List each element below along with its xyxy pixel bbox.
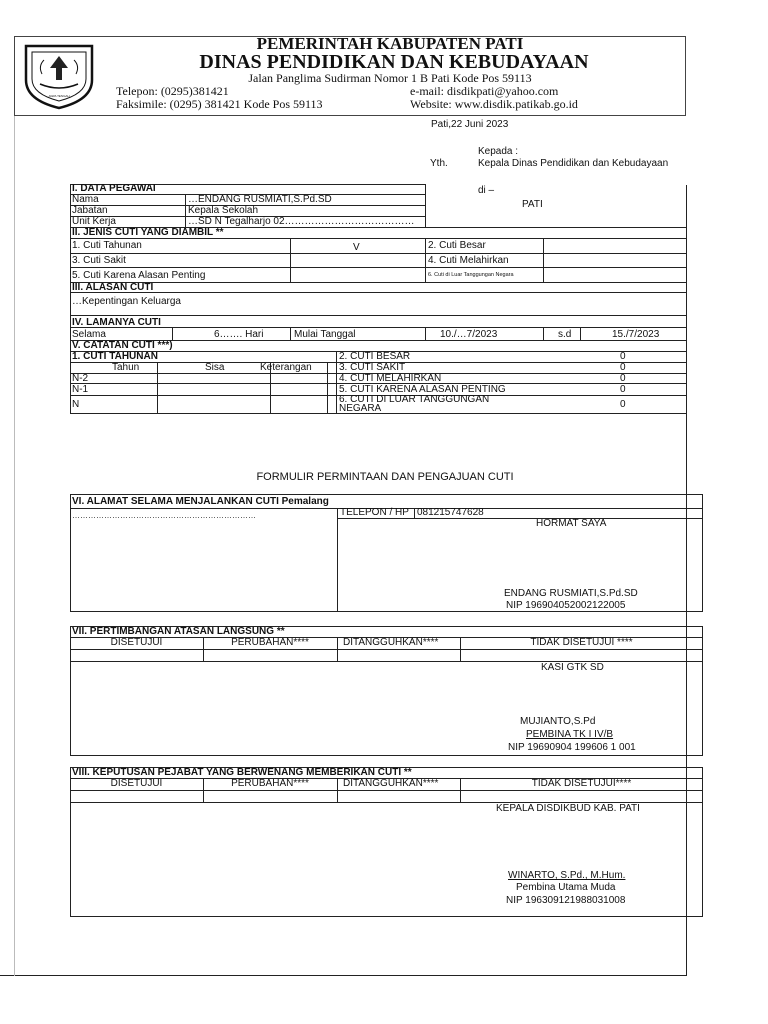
s4-tanggal-akhir: 15./7/2023 — [612, 329, 660, 340]
s2-cuti-tahunan: 1. Cuti Tahunan — [72, 240, 142, 251]
s5-year-n2: N-2 — [72, 373, 89, 384]
s7-line-2 — [70, 649, 703, 650]
s5-line-m1 — [157, 362, 158, 413]
s7-position: KASI GTK SD — [541, 662, 604, 673]
s5-cuti-sakit-value: 0 — [620, 362, 626, 373]
s1-line-left — [70, 184, 71, 228]
s8-col-ditangguhkan: DITANGGUHKAN**** — [343, 778, 439, 789]
s2-line-2 — [70, 253, 687, 254]
s6-hormat-saya: HORMAT SAYA — [536, 518, 607, 529]
s1-jabatan-label: Jabatan — [72, 205, 108, 216]
section4-title: IV. LAMANYA CUTI — [72, 317, 161, 328]
s4-line-left — [70, 315, 71, 340]
s6-line-tel — [414, 508, 415, 518]
logo-text: JAWA TENGAH — [48, 94, 70, 98]
s5-cuti-melahirkan: 4. CUTI MELAHIRKAN — [339, 373, 442, 384]
section2-title: II. JENIS CUTI YANG DIAMBIL ** — [72, 227, 224, 238]
recipient: Kepala Dinas Pendidikan dan Kebudayaan — [478, 158, 669, 169]
s6-dots: …………………………………………………………… — [72, 511, 256, 520]
s2-line-left — [70, 227, 71, 283]
s5-cuti-luar: 6. CUTI DI LUAR TANGGUNGAN — [339, 394, 490, 405]
section8-title: VIII. KEPUTUSAN PEJABAT YANG BERWENANG MEMBERIKAN CUTI ** — [72, 767, 412, 778]
section6-title: VI. ALAMAT SELAMA MENJALANKAN CUTI Pemalang — [72, 496, 329, 507]
s8-col-tidak-disetujui: TIDAK DISETUJUI**** — [531, 778, 632, 789]
s3-line-1 — [70, 292, 687, 293]
s2-line-m2 — [425, 238, 426, 283]
s6-line-2 — [337, 518, 703, 519]
s4-line-m1 — [172, 327, 173, 340]
yth-label: Yth. — [430, 158, 448, 169]
letterhead-email: e-mail: disdikpati@yahoo.com — [410, 84, 559, 98]
page-border-left — [14, 116, 15, 976]
s4-line-m4 — [543, 327, 544, 340]
s5-cuti-tahunan: 1. CUTI TAHUNAN — [72, 351, 158, 362]
s6-telepon-label: TELEPON / HP — [340, 507, 409, 518]
s2-cuti-melahirkan: 4. Cuti Melahirkan — [428, 255, 509, 266]
s3-alasan-value: …Kepentingan Keluarga — [72, 296, 181, 307]
s4-line-1 — [70, 327, 687, 328]
s5-line-m3 — [327, 362, 328, 413]
s7-col-perubahan: PERUBAHAN**** — [231, 637, 309, 648]
s2-line-3 — [70, 267, 687, 268]
section1-title: I. DATA PEGAWAI — [72, 183, 156, 194]
s6-telepon-value: 081215747628 — [417, 507, 484, 518]
s2-cuti-alasan-penting: 5. Cuti Karena Alasan Penting — [72, 270, 206, 281]
s7-name: MUJIANTO,S.Pd — [520, 716, 596, 727]
s3-line-left — [70, 282, 71, 316]
s7-col-disetujui: DISETUJUI — [110, 637, 163, 648]
section7-title: VII. PERTIMBANGAN ATASAN LANGSUNG ** — [72, 626, 285, 637]
s4-hari: 6……. Hari — [214, 329, 264, 340]
s8-line-2 — [70, 790, 703, 791]
s1-jabatan-value: Kepala Sekolah — [188, 205, 259, 216]
s1-unit-value: …SD N Tegalharjo 02………………………………… — [188, 216, 415, 227]
s8-col-perubahan: PERUBAHAN**** — [231, 778, 309, 789]
s7-nip: NIP 19690904 199606 1 001 — [508, 742, 636, 753]
letterhead-website: Website: www.disdik.patikab.go.id — [410, 97, 578, 111]
s7-col-ditangguhkan: DITANGGUHKAN**** — [343, 637, 439, 648]
s8-position: KEPALA DISDIKBUD KAB. PATI — [496, 803, 640, 814]
s5-year-n1: N-1 — [72, 384, 89, 395]
s2-cuti-sakit: 3. Cuti Sakit — [72, 255, 126, 266]
s2-cuti-luar-tanggungan: 6. Cuti di Luar Tanggungan Negara — [428, 272, 514, 278]
s8-col-disetujui: DISETUJUI — [110, 778, 163, 789]
s5-year-n: N — [72, 399, 80, 410]
logo — [20, 40, 98, 110]
city: PATI — [522, 199, 543, 210]
s4-line-m3 — [425, 327, 426, 340]
s1-line-mid — [185, 194, 186, 228]
s4-sd: s.d — [558, 329, 572, 340]
form-title: FORMULIR PERMINTAAN DAN PENGAJUAN CUTI — [256, 471, 514, 483]
s2-check-mark: V — [353, 242, 360, 253]
s2-line-m1 — [290, 238, 291, 283]
s5-cuti-sakit: 3. CUTI SAKIT — [339, 362, 406, 373]
s5-col-tahun: Tahun — [112, 362, 140, 373]
s5-cuti-besar: 2. CUTI BESAR — [339, 351, 411, 362]
s4-line-m5 — [580, 327, 581, 340]
letterhead-line2: DINAS PENDIDIKAN DAN KEBUDAYAAN — [199, 51, 589, 73]
s6-nip: NIP 196904052002122005 — [506, 600, 626, 611]
di-label: di – — [478, 185, 495, 196]
s7-line-3 — [70, 661, 703, 662]
s8-nip: NIP 196309121988031008 — [506, 895, 626, 906]
s7-line-m2 — [337, 637, 338, 661]
s2-cuti-besar: 2. Cuti Besar — [428, 240, 486, 251]
s6-name: ENDANG RUSMIATI,S.Pd.SD — [504, 588, 638, 599]
letterhead-line1: PEMERINTAH KABUPATEN PATI — [256, 34, 524, 53]
s4-mulai-tanggal: Mulai Tanggal — [294, 329, 356, 340]
s5-cuti-luar-value: 0 — [620, 399, 626, 410]
section3-title: III. ALASAN CUTI — [72, 282, 154, 293]
s5-cuti-melahirkan-value: 0 — [620, 373, 626, 384]
letterhead-faks: Faksimile: (0295) 381421 Kode Pos 59113 — [116, 97, 323, 111]
s5-line-left — [70, 340, 71, 413]
section5-title: V. CATATAN CUTI ***) — [72, 340, 173, 351]
s5-cuti-alasan-value: 0 — [620, 384, 626, 395]
s7-rank: PEMBINA TK I IV/B — [526, 729, 614, 740]
place-date: Pati,22 Juni 2023 — [431, 119, 509, 130]
s1-line-right — [425, 184, 426, 228]
s4-selama: Selama — [72, 329, 106, 340]
s6-line-mid — [337, 508, 338, 612]
s8-rank: Pembina Utama Muda — [516, 882, 616, 893]
s2-line-1 — [70, 238, 687, 239]
s5-cuti-luar-2: NEGARA — [339, 403, 382, 414]
s2-line-m3 — [543, 238, 544, 283]
s8-name: WINARTO, S.Pd., M.Hum. — [508, 870, 626, 881]
letterhead-telepon: Telepon: (0295)381421 — [116, 84, 229, 98]
s5-cuti-alasan: 5. CUTI KARENA ALASAN PENTING — [339, 384, 506, 395]
s4-line-m2 — [290, 327, 291, 340]
s5-col-sisa: Sisa — [205, 362, 225, 373]
s4-line-top — [70, 315, 687, 316]
s4-tanggal-mulai: 10./…7/2023 — [440, 329, 498, 340]
page-border-bottom — [0, 975, 687, 976]
s5-col-keterangan: Keterangan — [260, 362, 312, 373]
s3-line-top — [70, 282, 687, 283]
kepada-label: Kepada : — [478, 146, 519, 157]
letterhead-address: Jalan Panglima Sudirman Nomor 1 B Pati Kode Pos 59113 — [248, 71, 532, 85]
s1-nama-value: …ENDANG RUSMIATI,S.Pd.SD — [188, 194, 332, 205]
s1-nama-label: Nama — [72, 194, 99, 205]
s7-col-tidak-disetujui: TIDAK DISETUJUI **** — [530, 637, 633, 648]
s1-unit-label: Unit Kerja — [72, 216, 116, 227]
s8-line-m2 — [337, 778, 338, 802]
s5-line-m4 — [336, 351, 337, 413]
s5-cuti-besar-value: 0 — [620, 351, 626, 362]
